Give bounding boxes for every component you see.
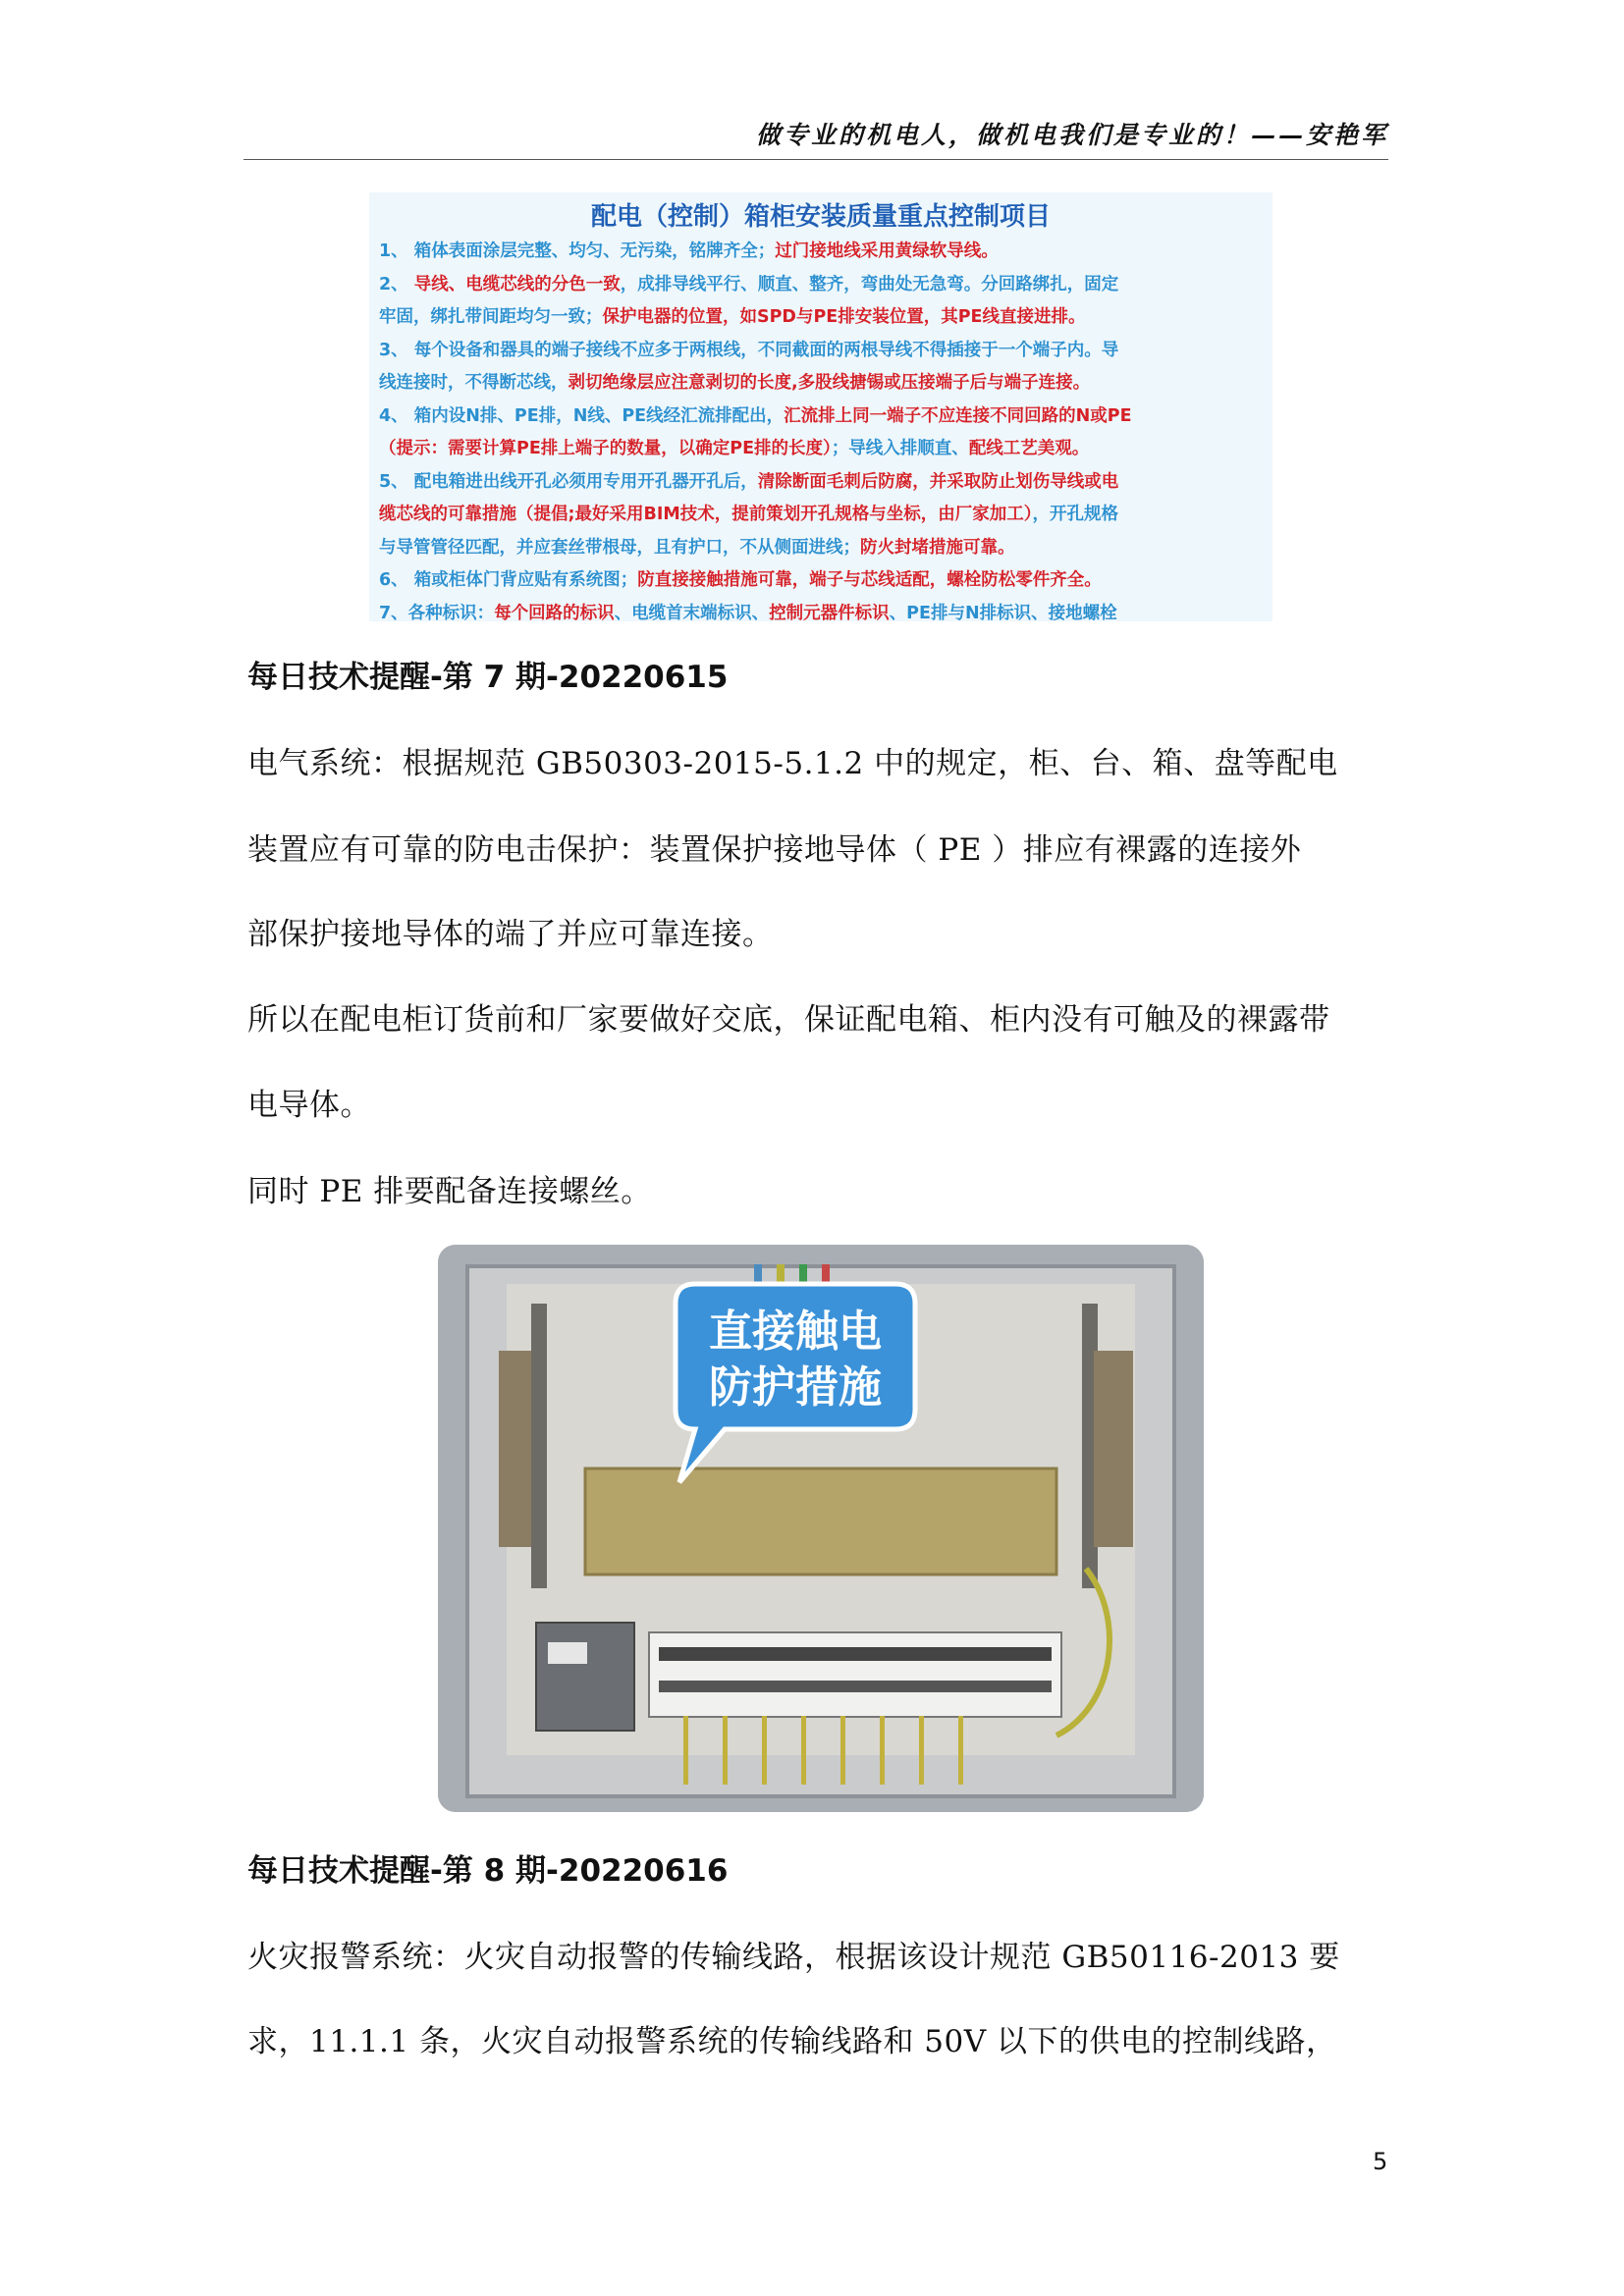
control-item-segment: 6、 箱或柜体门背应贴有系统图；	[379, 570, 638, 590]
control-item-segment: 与导管管径匹配，并应套丝带根母，且有护口，不从侧面进线；	[379, 537, 860, 558]
control-item-line	[379, 400, 1263, 434]
control-item-line	[379, 598, 1263, 622]
control-item-segment: 汇流排上同一端子不应连接不同回路的N或PE	[784, 405, 1132, 426]
section-7-line: 所以在配电柜订货前和厂家要做好交底，保证配电箱、柜内没有可触及的裸露带	[247, 1002, 1330, 1038]
control-item-line	[379, 367, 1263, 400]
control-item-line	[379, 301, 1263, 335]
section-7-line: 电导体。	[247, 1088, 371, 1123]
control-item-segment: 3、 每个设备和器具的端子接线不应多于两根线，不同截面的两根导线不得插接于一个端子内。导	[379, 340, 1119, 360]
callout-text-line-1: 直接触电	[709, 1307, 882, 1357]
callout-text-line-2: 防护措施	[709, 1362, 882, 1413]
section-7-line: 电气系统：根据规范 GB50303-2015-5.1.2 中的规定，柜、台、箱、盘等配电	[247, 746, 1338, 781]
control-item-segment: ，成排导线平行、顺直、整齐，弯曲处无急弯。分回路绑扎，固定	[620, 274, 1119, 294]
page-number: 5	[1373, 2148, 1388, 2175]
control-item-line	[379, 335, 1263, 368]
pe-bus-plate	[585, 1468, 1056, 1575]
section-8-heading: 每日技术提醒-第 8 期-20220616	[247, 1853, 729, 1889]
control-item-segment: 缆芯线的可靠措施（提倡;最好采用BIM技术，提前策划开孔规格与坐标，由厂家加工）	[379, 505, 1033, 524]
section-7-heading: 每日技术提醒-第 7 期-20220615	[247, 660, 729, 695]
section-8-line: 火灾报警系统：火灾自动报警的传输线路，根据该设计规范 GB50116-2013 要	[247, 1940, 1340, 1975]
control-item-segment: 配线工艺美观。	[968, 439, 1090, 458]
section-7-line: 同时 PE 排要配备连接螺丝。	[247, 1174, 652, 1209]
control-item-segment: 2、	[379, 274, 414, 294]
control-item-segment: 防火封堵措施可靠。	[860, 537, 1015, 558]
control-item-segment: 4、 箱内设N排、PE排，N线、PE线经汇流排配出，	[379, 405, 785, 426]
section-7-line: 装置应有可靠的防电击保护：装置保护接地导体（ PE ）排应有裸露的连接外	[247, 832, 1302, 868]
control-item-segment: 、电缆首末端标识、	[614, 603, 770, 621]
cabinet-photo	[438, 1245, 1204, 1812]
control-item-segment: 、PE排与N排标识、接地螺栓	[889, 603, 1117, 621]
control-item-segment: （提示：需要计算PE排上端子的数量，以确定PE排的长度）	[379, 439, 832, 458]
control-item-segment: 过门接地线采用黄绿软导线。	[775, 241, 999, 261]
control-items-title: 配电（控制）箱柜安装质量重点控制项目	[590, 202, 1051, 232]
control-item-segment: 线连接时，不得断芯线，	[379, 373, 568, 393]
control-item-segment: 5、 配电箱进出线开孔必须用专用开孔器开孔后，	[379, 471, 758, 492]
control-item-segment: 清除断面毛刺后防腐，并采取防止划伤导线或电	[757, 471, 1119, 492]
control-item-segment: ，开孔规格	[1032, 505, 1119, 524]
control-items-figure	[369, 192, 1272, 621]
control-item-segment: 防直接接触措施可靠，端子与芯线适配，螺栓防松零件齐全。	[637, 570, 1102, 590]
control-item-segment: 剥切绝缘层应注意剥切的长度,多股线搪锡或压接端子后与端子连接。	[568, 373, 1091, 393]
control-item-segment: 导线、电缆芯线的分色一致	[413, 274, 621, 294]
control-item-segment: 7、各种标识：	[379, 603, 495, 621]
header-slogan: 做专业的机电人，做机电我们是专业的！——安艳军	[755, 121, 1388, 149]
control-item-line	[379, 499, 1263, 532]
control-item-line	[379, 466, 1263, 500]
control-item-segment: 控制元器件标识	[769, 603, 890, 621]
control-item-line	[379, 236, 1263, 269]
control-item-segment: 保护电器的位置，如SPD与PE排安装位置，其PE线直接进排。	[602, 307, 1086, 327]
control-item-line	[379, 564, 1263, 598]
cabinet-illustration	[438, 1245, 1204, 1812]
header-rule	[244, 159, 1388, 160]
control-item-segment: 每个回路的标识	[494, 603, 615, 621]
control-item-segment: 1、 箱体表面涂层完整、均匀、无污染，铭牌齐全；	[379, 241, 776, 261]
section-8-line: 求，11.1.1 条，火灾自动报警系统的传输线路和 50V 以下的供电的控制线路，	[247, 2024, 1337, 2059]
control-item-line	[379, 433, 1263, 466]
main-switch	[536, 1623, 634, 1731]
section-7-line: 部保护接地导体的端了并应可靠连接。	[247, 917, 774, 952]
control-items-list	[379, 236, 1263, 621]
breaker-row	[649, 1632, 1061, 1717]
control-item-segment: 牢固，绑扎带间距均匀一致；	[379, 307, 603, 327]
control-item-line	[379, 532, 1263, 565]
control-item-segment: ；导线入排顺直、	[831, 439, 969, 458]
control-item-line	[379, 269, 1263, 302]
